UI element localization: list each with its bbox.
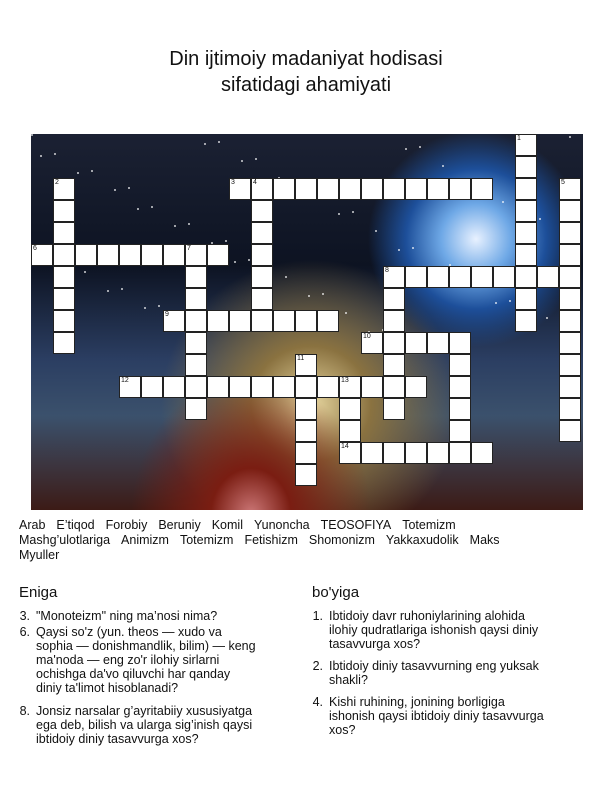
crossword-cell[interactable]	[251, 200, 273, 222]
star-dot	[502, 201, 504, 203]
clue-text	[36, 625, 304, 695]
crossword-cell[interactable]	[185, 354, 207, 376]
crossword-cell[interactable]	[559, 398, 581, 420]
crossword-cell[interactable]	[449, 266, 471, 288]
star-dot	[308, 295, 310, 297]
crossword-cell[interactable]	[207, 376, 229, 398]
crossword-cell[interactable]	[383, 376, 405, 398]
crossword-cell[interactable]	[251, 376, 273, 398]
clue-text-line: xos?	[329, 723, 356, 737]
clue-text	[329, 695, 602, 737]
clue-item	[14, 625, 304, 695]
star-dot	[84, 271, 86, 273]
crossword-cell[interactable]	[515, 310, 537, 332]
crossword-cell[interactable]	[515, 200, 537, 222]
crossword-cell[interactable]	[251, 244, 273, 266]
crossword-cell[interactable]	[295, 398, 317, 420]
crossword-cell[interactable]	[427, 442, 449, 464]
star-dot	[405, 148, 407, 150]
crossword-cell[interactable]	[53, 222, 75, 244]
word-bank-item: Totemizm	[179, 533, 234, 547]
word-bank-line	[19, 533, 579, 548]
crossword-cell[interactable]	[185, 376, 207, 398]
crossword-cell[interactable]	[515, 222, 537, 244]
clue-text	[329, 659, 602, 687]
crossword-cell[interactable]	[295, 420, 317, 442]
crossword-cell[interactable]	[97, 244, 119, 266]
cell-number: 5	[561, 179, 565, 186]
clue-text	[36, 609, 304, 623]
clue-text-line: ma'noda — eng zo'r ilohiy sirlarni	[36, 653, 220, 667]
crossword-cell[interactable]	[185, 266, 207, 288]
across-heading: Eniga	[19, 584, 58, 601]
word-bank-item: Arab	[19, 518, 46, 532]
crossword-cell[interactable]	[559, 354, 581, 376]
crossword-cell[interactable]	[75, 244, 97, 266]
cell-number: 9	[165, 311, 169, 318]
across-clue-list	[14, 609, 304, 748]
crossword-cell[interactable]	[559, 244, 581, 266]
star-dot	[158, 305, 160, 307]
word-bank-item: Fetishizm	[244, 533, 298, 547]
crossword-cell[interactable]	[471, 178, 493, 200]
star-dot	[137, 208, 139, 210]
word-bank-item: Forobiy	[105, 518, 148, 532]
crossword-cell[interactable]	[515, 178, 537, 200]
crossword-cell[interactable]	[559, 420, 581, 442]
clue-number: 4.	[312, 695, 323, 709]
crossword-cell[interactable]	[53, 178, 75, 200]
crossword-cell[interactable]	[383, 178, 405, 200]
star-dot	[204, 143, 206, 145]
crossword-cell[interactable]	[163, 310, 185, 332]
crossword-cell[interactable]	[471, 442, 493, 464]
clue-item	[307, 695, 602, 737]
crossword-cell[interactable]	[295, 464, 317, 486]
crossword-cell[interactable]	[251, 310, 273, 332]
clue-text-line: Ibtidoiy diniy tasavvurning eng yuksak	[329, 659, 539, 673]
star-dot	[442, 165, 444, 167]
title-line-2: sifatidagi ahamiyati	[220, 74, 392, 96]
word-bank-item: TEOSOFIYA	[320, 518, 392, 532]
word-bank-item: Shomonizm	[308, 533, 375, 547]
clue-text-line: Kishi ruhining, jonining borligiga	[329, 695, 505, 709]
crossword-cell[interactable]	[53, 332, 75, 354]
clue-text-line: sophia — donishmandlik, bilim) — keng	[36, 639, 256, 653]
clue-text-line: Ibtidoiy davr ruhoniylarining alohida	[329, 609, 525, 623]
star-dot	[40, 155, 42, 157]
crossword-cell[interactable]	[295, 178, 317, 200]
word-bank-item: E’tiqod	[56, 518, 95, 532]
crossword-cell[interactable]	[251, 288, 273, 310]
star-dot	[91, 170, 93, 172]
clue-text-line: ibtidoiy diniy tasavvurga xos?	[36, 732, 199, 746]
crossword-cell[interactable]	[383, 288, 405, 310]
word-bank-line	[19, 548, 579, 563]
crossword-cell[interactable]	[339, 442, 361, 464]
cell-number: 6	[33, 245, 37, 252]
crossword-cell[interactable]	[515, 156, 537, 178]
crossword-cell[interactable]	[559, 288, 581, 310]
star-dot	[144, 307, 146, 309]
clue-number: 6.	[19, 625, 30, 639]
crossword-cell[interactable]	[559, 266, 581, 288]
star-dot	[375, 230, 377, 232]
clue-item	[307, 659, 602, 687]
clue-item	[14, 704, 304, 746]
star-dot	[412, 247, 414, 249]
crossword-cell[interactable]	[383, 266, 405, 288]
star-dot	[225, 240, 227, 242]
clue-number: 1.	[312, 609, 323, 623]
crossword-cell[interactable]	[361, 442, 383, 464]
star-dot	[174, 225, 176, 227]
clue-text-line: "Monoteizm" ning ma’nosi nima?	[36, 609, 218, 623]
crossword-cell[interactable]	[295, 442, 317, 464]
crossword-cell[interactable]	[339, 398, 361, 420]
crossword-cell[interactable]	[427, 332, 449, 354]
crossword-cell[interactable]	[53, 310, 75, 332]
down-heading: bo'yiga	[312, 584, 360, 601]
cell-number: 3	[231, 179, 235, 186]
crossword-cell[interactable]	[317, 376, 339, 398]
clue-number: 2.	[312, 659, 323, 673]
crossword-cell[interactable]	[383, 398, 405, 420]
clue-text	[36, 704, 304, 746]
star-dot	[128, 187, 130, 189]
crossword-cell[interactable]	[449, 398, 471, 420]
clue-text-line: shakli?	[329, 673, 368, 687]
star-dot	[54, 153, 56, 155]
crossword-cell[interactable]	[361, 376, 383, 398]
crossword-cell[interactable]	[295, 310, 317, 332]
crossword-cell[interactable]	[537, 266, 559, 288]
crossword-cell[interactable]	[295, 376, 317, 398]
clue-text-line: ilohiy qudratlariga ishonish qaysi diniy	[329, 623, 539, 637]
crossword-cell[interactable]	[185, 288, 207, 310]
crossword-cell[interactable]	[449, 376, 471, 398]
crossword-grid	[31, 134, 583, 510]
word-bank-item: Komil	[211, 518, 243, 532]
star-dot	[31, 134, 33, 136]
crossword-cell[interactable]	[383, 442, 405, 464]
clue-item	[14, 609, 304, 623]
cell-number: 13	[341, 377, 349, 384]
clue-text-line: diniy ta'limot hisoblanadi?	[36, 681, 179, 695]
crossword-cell[interactable]	[251, 178, 273, 200]
crossword-cell[interactable]	[31, 244, 53, 266]
crossword-cell[interactable]	[273, 376, 295, 398]
word-bank-item: Maks	[469, 533, 500, 547]
crossword-cell[interactable]	[559, 310, 581, 332]
crossword-cell[interactable]	[207, 244, 229, 266]
word-bank-item: Animizm	[121, 533, 169, 547]
star-dot	[218, 141, 220, 143]
crossword-cell[interactable]	[493, 266, 515, 288]
crossword-cell[interactable]	[449, 420, 471, 442]
crossword-cell[interactable]	[361, 332, 383, 354]
star-dot	[338, 213, 340, 215]
crossword-cell[interactable]	[515, 288, 537, 310]
crossword-cell[interactable]	[295, 354, 317, 376]
crossword-cell[interactable]	[383, 332, 405, 354]
crossword-cell[interactable]	[53, 244, 75, 266]
star-dot	[419, 146, 421, 148]
crossword-cell[interactable]	[383, 354, 405, 376]
crossword-cell[interactable]	[449, 442, 471, 464]
crossword-cell[interactable]	[251, 222, 273, 244]
star-dot	[107, 290, 109, 292]
word-bank-line	[19, 518, 579, 533]
cell-number: 8	[385, 267, 389, 274]
crossword-cell[interactable]	[559, 200, 581, 222]
crossword-cell[interactable]	[559, 178, 581, 200]
star-dot	[241, 160, 243, 162]
crossword-cell[interactable]	[141, 244, 163, 266]
crossword-cell[interactable]	[471, 266, 493, 288]
star-dot	[255, 158, 257, 160]
crossword-cell[interactable]	[449, 354, 471, 376]
crossword-cell[interactable]	[339, 420, 361, 442]
crossword-cell[interactable]	[251, 266, 273, 288]
word-bank-item: Myuller	[19, 548, 60, 562]
word-bank-item: Mashg’ulotlariga	[19, 533, 111, 547]
star-dot	[188, 223, 190, 225]
crossword-cell[interactable]	[317, 178, 339, 200]
star-dot	[234, 261, 236, 263]
word-bank-item: Totemizm	[402, 518, 456, 532]
crossword-cell[interactable]	[383, 310, 405, 332]
crossword-cell[interactable]	[449, 178, 471, 200]
star-dot	[546, 317, 548, 319]
crossword-cell[interactable]	[427, 178, 449, 200]
star-dot	[77, 172, 79, 174]
crossword-cell[interactable]	[185, 310, 207, 332]
crossword-cell[interactable]	[405, 376, 427, 398]
crossword-cell[interactable]	[141, 376, 163, 398]
crossword-cell[interactable]	[559, 222, 581, 244]
title-line-1: Din ijtimoiy madaniyat hodisasi	[169, 48, 443, 70]
crossword-cell[interactable]	[185, 244, 207, 266]
cell-number: 10	[363, 333, 371, 340]
cell-number: 4	[253, 179, 257, 186]
crossword-cell[interactable]	[339, 178, 361, 200]
clue-text-line: tasavvurga xos?	[329, 637, 421, 651]
cell-number: 7	[187, 245, 191, 252]
star-dot	[495, 302, 497, 304]
crossword-cell[interactable]	[53, 266, 75, 288]
clue-text-line: ega deb, bilish va ularga sig’inish qaysi	[36, 718, 253, 732]
star-dot	[248, 259, 250, 261]
crossword-cell[interactable]	[405, 178, 427, 200]
crossword-cell[interactable]	[317, 310, 339, 332]
crossword-cell[interactable]	[515, 266, 537, 288]
crossword-cell[interactable]	[405, 266, 427, 288]
crossword-cell[interactable]	[229, 376, 251, 398]
crossword-cell[interactable]	[361, 178, 383, 200]
clue-text-line: Jonsiz narsalar g’ayritabiiy xususiyatga	[36, 704, 253, 718]
crossword-cell[interactable]	[207, 310, 229, 332]
clue-text-line: ochishga da'vo qiluvchi har qanday	[36, 667, 231, 681]
star-dot	[322, 293, 324, 295]
cell-number: 2	[55, 179, 59, 186]
clue-text-line: Qaysi so'z (yun. theos — xudo va	[36, 625, 222, 639]
star-dot	[352, 211, 354, 213]
cell-number: 1	[517, 135, 521, 142]
clue-number: 8.	[19, 704, 30, 718]
crossword-cell[interactable]	[53, 200, 75, 222]
crossword-cell[interactable]	[163, 244, 185, 266]
cell-number: 11	[297, 355, 305, 362]
word-bank-item: Beruniy	[158, 518, 201, 532]
clue-text-line: ishonish qaysi ibtidoiy diniy tasavvurga	[329, 709, 544, 723]
crossword-cell[interactable]	[119, 376, 141, 398]
crossword-cell[interactable]	[229, 310, 251, 332]
crossword-cell[interactable]	[339, 376, 361, 398]
star-dot	[539, 218, 541, 220]
crossword-cell[interactable]	[449, 332, 471, 354]
crossword-cell[interactable]	[119, 244, 141, 266]
star-dot	[114, 189, 116, 191]
star-dot	[345, 312, 347, 314]
crossword-cell[interactable]	[515, 244, 537, 266]
star-dot	[121, 288, 123, 290]
down-clue-list	[307, 609, 602, 739]
crossword-cell[interactable]	[559, 376, 581, 398]
crossword-cell[interactable]	[427, 266, 449, 288]
star-dot	[398, 249, 400, 251]
crossword-cell[interactable]	[163, 376, 185, 398]
clue-text	[329, 609, 602, 651]
star-dot	[285, 276, 287, 278]
crossword-cell[interactable]	[405, 332, 427, 354]
word-bank	[19, 518, 579, 563]
page-title	[0, 46, 612, 98]
crossword-cell[interactable]	[515, 134, 537, 156]
cell-number: 12	[121, 377, 129, 384]
cell-number: 14	[341, 443, 349, 450]
clue-number: 3.	[19, 609, 30, 623]
star-dot	[569, 136, 571, 138]
crossword-cell[interactable]	[273, 310, 295, 332]
word-bank-item: Yunoncha	[253, 518, 310, 532]
clue-item	[307, 609, 602, 651]
crossword-cell[interactable]	[273, 178, 295, 200]
crossword-cell[interactable]	[559, 332, 581, 354]
crossword-cell[interactable]	[229, 178, 251, 200]
crossword-cell[interactable]	[185, 398, 207, 420]
star-dot	[509, 300, 511, 302]
star-dot	[151, 206, 153, 208]
crossword-cell[interactable]	[185, 332, 207, 354]
word-bank-item: Yakkaxudolik	[385, 533, 459, 547]
crossword-cell[interactable]	[405, 442, 427, 464]
crossword-cell[interactable]	[53, 288, 75, 310]
